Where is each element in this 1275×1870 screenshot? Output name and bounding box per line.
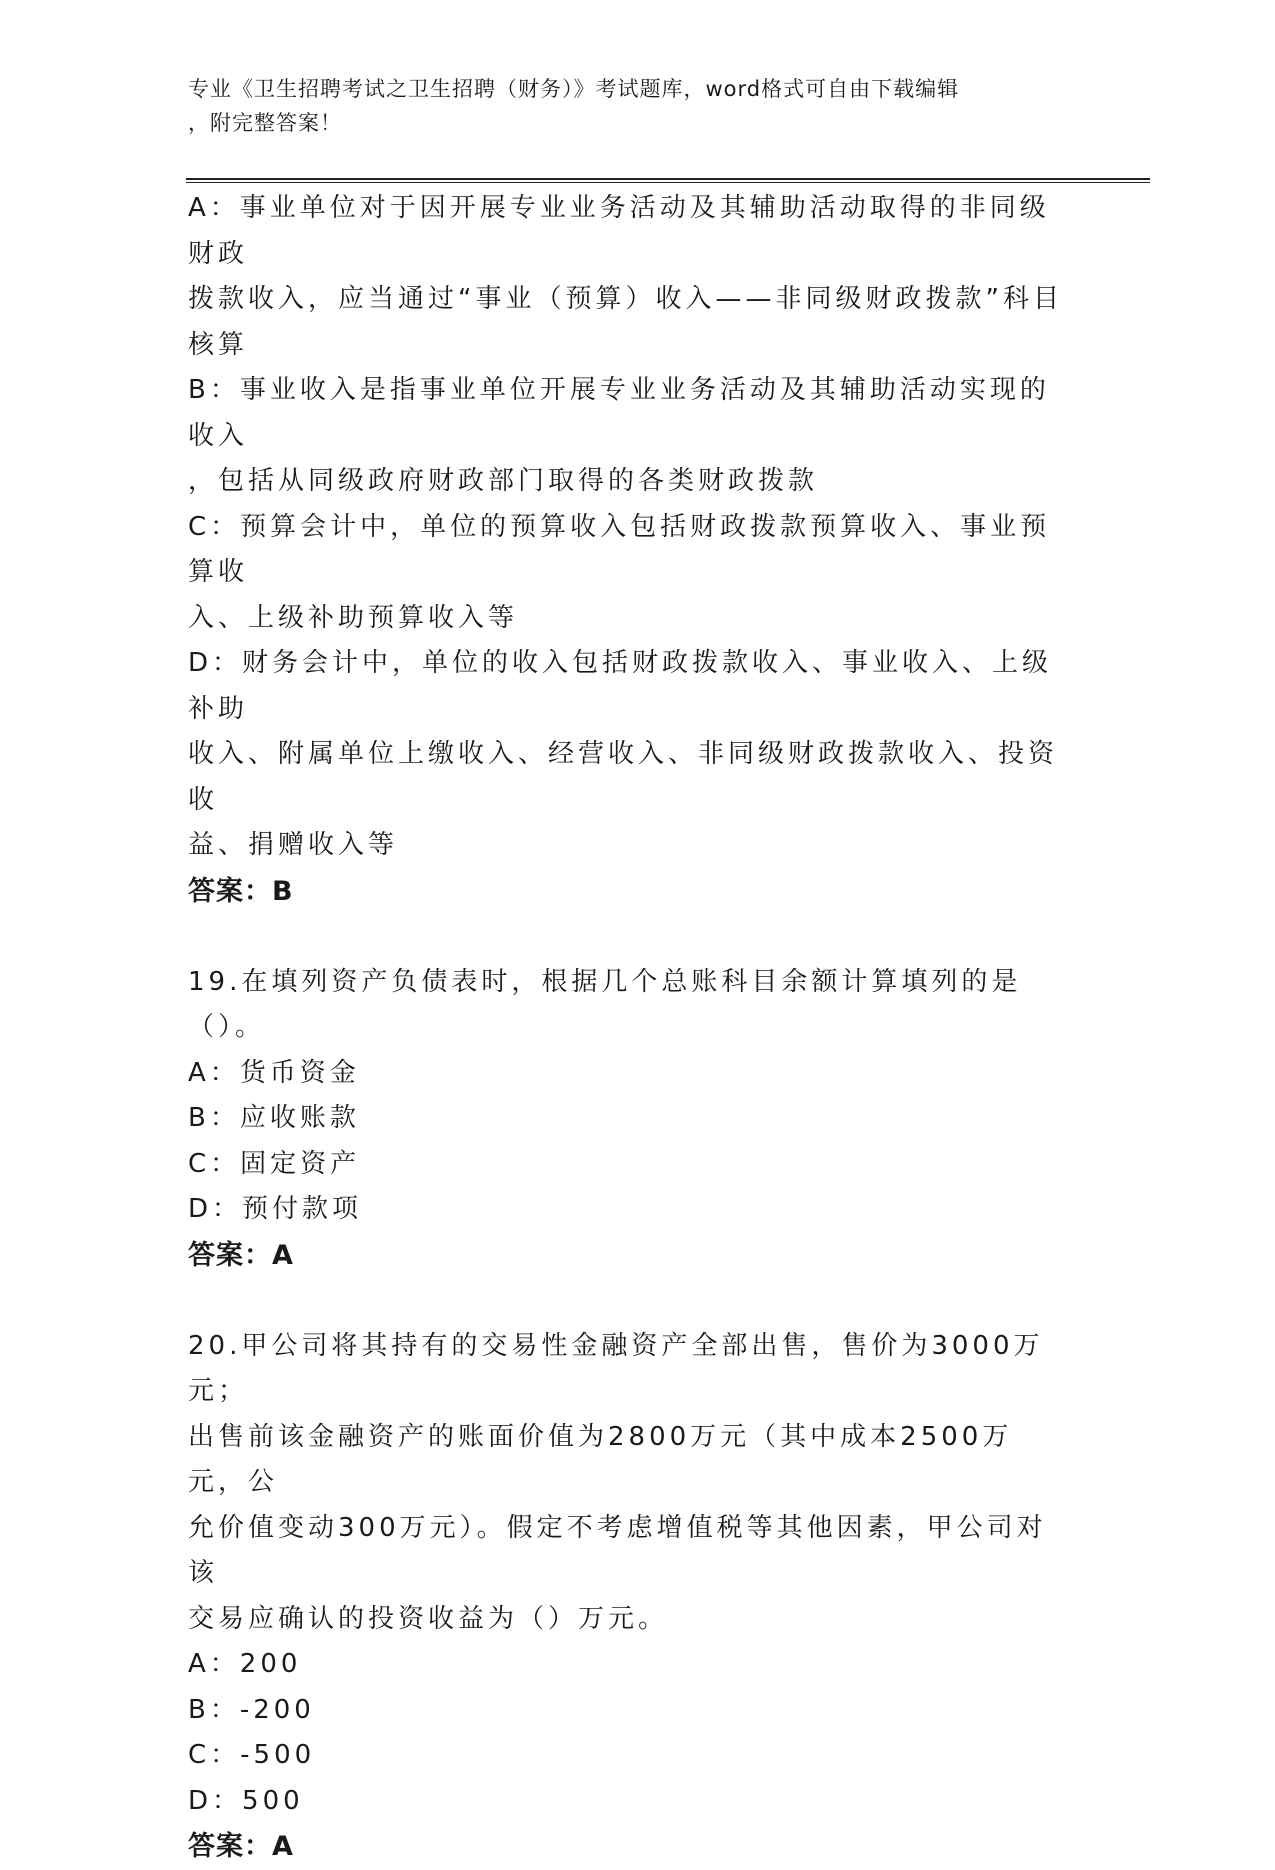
q18-option-c — [188, 505, 1068, 642]
q18-option-d-line-3: 益、捐赠收入等 — [188, 823, 1068, 869]
q18-option-d-line-1: D：财务会计中，单位的收入包括财政拨款收入、事业收入、上级补助 — [188, 641, 1068, 732]
q20-question-line-2: 出售前该金融资产的账面价值为2800万元（其中成本2500万元，公 — [188, 1415, 1068, 1506]
q18-option-d — [188, 641, 1068, 869]
q19-option-c: C：固定资产 — [188, 1142, 1068, 1188]
q18-option-d-line-2: 收入、附属单位上缴收入、经营收入、非同级财政拨款收入、投资收 — [188, 732, 1068, 823]
header-line-1: 专业《卫生招聘考试之卫生招聘（财务）》考试题库，word格式可自由下载编辑 — [188, 72, 1068, 106]
q18-option-a-line-3: 核算 — [188, 323, 1068, 369]
q19-answer: 答案：A — [188, 1233, 1068, 1279]
question-18 — [188, 186, 1068, 915]
q20-option-d: D：500 — [188, 1779, 1068, 1825]
q18-option-c-line-2: 入、上级补助预算收入等 — [188, 596, 1068, 642]
question-19 — [188, 960, 1068, 1279]
q18-option-b — [188, 368, 1068, 505]
header-line-2: ，附完整答案！ — [188, 106, 1068, 140]
q19-option-d: D：预付款项 — [188, 1187, 1068, 1233]
q20-question-line-3: 允价值变动300万元）。假定不考虑增值税等其他因素，甲公司对该 — [188, 1506, 1068, 1597]
q18-answer: 答案：B — [188, 869, 1068, 915]
q20-option-a: A：200 — [188, 1642, 1068, 1688]
q18-option-a-line-1: A：事业单位对于因开展专业业务活动及其辅助活动取得的非同级财政 — [188, 186, 1068, 277]
q18-option-b-line-1: B：事业收入是指事业单位开展专业业务活动及其辅助活动实现的收入 — [188, 368, 1068, 459]
q18-option-a-line-2: 拨款收入，应当通过“事业（预算）收入——非同级财政拨款”科目 — [188, 277, 1068, 323]
q18-option-b-line-2: ，包括从同级政府财政部门取得的各类财政拨款 — [188, 459, 1068, 505]
q19-question-text: 19.在填列资产负债表时，根据几个总账科目余额计算填列的是（）。 — [188, 960, 1068, 1051]
spacer — [188, 915, 1068, 960]
q18-option-c-line-1: C：预算会计中，单位的预算收入包括财政拨款预算收入、事业预算收 — [188, 505, 1068, 596]
q18-option-a — [188, 186, 1068, 368]
q20-answer: 答案：A — [188, 1824, 1068, 1870]
q20-question-line-4: 交易应确认的投资收益为（）万元。 — [188, 1597, 1068, 1643]
q19-option-a: A：货币资金 — [188, 1051, 1068, 1097]
q20-option-b: B：-200 — [188, 1688, 1068, 1734]
spacer — [188, 1279, 1068, 1324]
document-header — [188, 72, 1068, 140]
q19-option-b: B：应收账款 — [188, 1096, 1068, 1142]
question-content — [188, 186, 1068, 1870]
q20-question-line-1: 20.甲公司将其持有的交易性金融资产全部出售，售价为3000万元； — [188, 1324, 1068, 1415]
q20-option-c: C：-500 — [188, 1733, 1068, 1779]
question-20 — [188, 1324, 1068, 1870]
header-divider — [186, 178, 1150, 183]
